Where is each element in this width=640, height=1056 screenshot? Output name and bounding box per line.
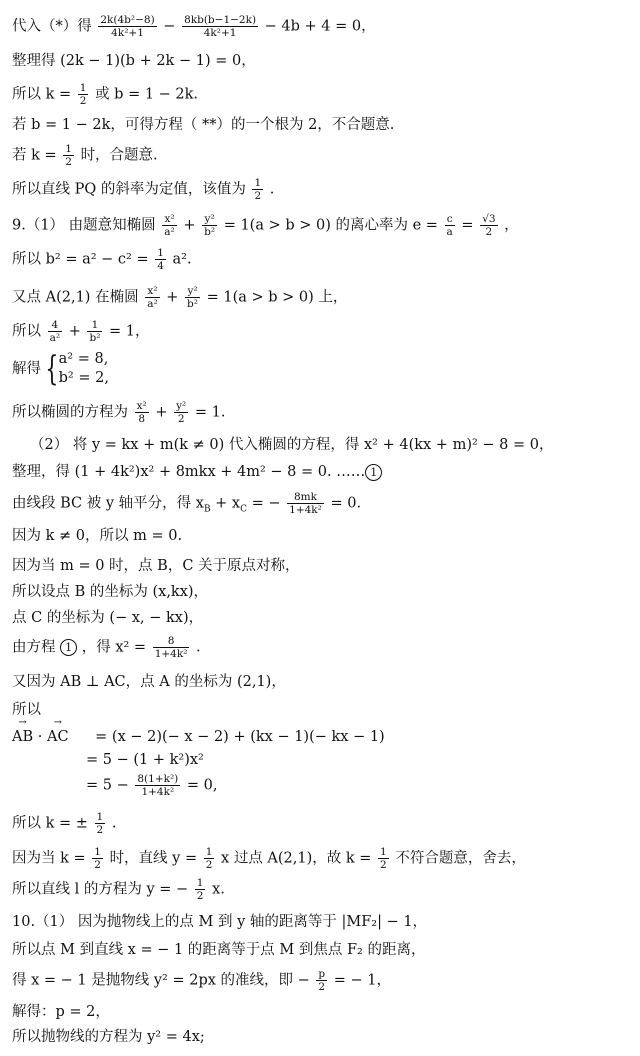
text: 整理，得 (1 + 4k²)x² + 8mkx + 4m² − 8 = 0. …… [12, 464, 366, 480]
numerator: y² [176, 400, 187, 412]
fraction [98, 14, 156, 39]
text: 时，直线 y = [109, 850, 198, 867]
fraction [174, 400, 188, 425]
fraction [195, 877, 206, 902]
text: = [461, 217, 474, 234]
fraction [145, 285, 159, 310]
text: 所以 k = ± [12, 815, 88, 832]
fraction [316, 968, 327, 993]
text: 所以 [12, 323, 41, 340]
denominator: b² [204, 226, 216, 239]
text: = (x − 2)(− x − 2) + (kx − 1)(− kx − 1) [95, 729, 385, 745]
text: ，得 x² = [81, 639, 147, 656]
numerator: p [318, 968, 326, 980]
denominator: 2 [79, 95, 87, 108]
text: x 过点 A(2,1)，故 k = [221, 850, 372, 867]
denominator: 1+4k² [154, 648, 188, 661]
text: 由方程 [12, 639, 56, 656]
fraction [155, 247, 166, 272]
numerator: 1 [87, 319, 102, 332]
text: ， [504, 217, 519, 234]
line-b-squared [12, 247, 192, 272]
line-distance: 所以点 M 到直线 x = − 1 的距离等于点 M 到焦点 F₂ 的距离， [12, 942, 426, 958]
line-discard [12, 846, 526, 871]
numerator: 1 [196, 877, 204, 889]
denominator: a² [164, 226, 175, 239]
denominator: 2 [177, 413, 185, 426]
line-point-c: 点 C 的坐标为 (− x, − kx)， [12, 610, 204, 626]
vector-ac: → AC [47, 728, 69, 746]
fraction [92, 846, 103, 871]
line-x-squared [12, 635, 201, 660]
line-k-or-b [12, 82, 198, 107]
text: a². [172, 251, 192, 268]
text: 若 k = [12, 147, 57, 164]
brace-icon: { [45, 348, 59, 389]
vector-ab: → AB [12, 728, 33, 746]
line-therefore: 所以 [12, 702, 41, 718]
denominator: 8 [138, 413, 146, 426]
text: − 4b + 4 = 0， [264, 18, 376, 35]
fraction [95, 811, 106, 836]
numerator: 8mk [287, 491, 324, 504]
text: 9.（1） 由题意知椭圆 [12, 217, 156, 234]
text: + [166, 289, 179, 306]
denominator: a [446, 226, 453, 239]
numerator: 8 [153, 635, 190, 648]
text: 由线段 BC 被 y 轴平分，得 x [12, 495, 204, 512]
equation-system [59, 350, 109, 388]
text: 所以直线 l 的方程为 y = − [12, 881, 189, 898]
line-dot-product-step2: = 5 − (1 + k²)x² [86, 752, 204, 768]
line-substitute [12, 14, 376, 39]
line-m-zero: 因为 k ≠ 0，所以 m = 0. [12, 528, 183, 544]
fraction [162, 213, 176, 238]
circled-number: 1 [60, 639, 77, 656]
denominator: 2 [205, 859, 213, 872]
line-simplify: 整理得 (2k − 1)(b + 2k − 1) = 0， [12, 53, 256, 69]
text: x. [212, 881, 225, 898]
numerator: 1 [79, 82, 87, 94]
text: + x [210, 495, 241, 512]
denominator: 1+4k² [141, 786, 175, 799]
numerator: 4 [48, 319, 62, 332]
denominator: 2 [96, 824, 104, 837]
line-symmetric: 因为当 m = 0 时，点 B，C 关于原点对称， [12, 558, 300, 574]
fraction [445, 213, 455, 238]
numerator: 1 [254, 177, 262, 189]
line-dot-product [12, 728, 385, 746]
line-point-b: 所以设点 B 的坐标为 (x,kx)， [12, 584, 209, 600]
line-dot-product-step3 [86, 773, 218, 798]
text: = 1(a > b > 0) 上， [206, 289, 348, 306]
text: 得 x = − 1 是抛物线 y² = 2px 的准线，即 − [12, 972, 310, 989]
denominator: a² [147, 298, 158, 311]
fraction [287, 491, 324, 516]
fraction [135, 400, 149, 425]
system-row: b² = 2, [58, 369, 109, 386]
fraction [204, 846, 215, 871]
text: = − [247, 495, 281, 512]
fraction [378, 846, 389, 871]
numerator: x² [136, 400, 147, 412]
denominator: 2 [254, 190, 262, 203]
text: = 0. [330, 495, 362, 512]
line-q9-part1 [12, 213, 519, 238]
system-row: a² = 8, [58, 351, 109, 367]
numerator: 1 [96, 811, 104, 823]
line-k-values [12, 811, 116, 836]
text: = 1， [109, 323, 150, 340]
text: = 1. [194, 404, 226, 421]
text: = 0, [186, 777, 218, 794]
circled-number: 1 [365, 464, 382, 481]
line-point-on-ellipse [12, 285, 347, 310]
text: . [196, 639, 201, 656]
denominator: 2 [94, 859, 101, 872]
text: + [183, 217, 196, 234]
subscript: B [203, 504, 211, 515]
text: 因为当 k = [12, 850, 86, 867]
numerator: 1 [205, 846, 213, 858]
numerator: c [445, 213, 455, 226]
fraction [480, 213, 497, 238]
line-p-value: 解得：p = 2， [12, 1004, 110, 1020]
text: 所以直线 PQ 的斜率为定值，该值为 [12, 181, 246, 198]
denominator: b² [187, 298, 198, 311]
text: 或 b = 1 − 2k. [95, 86, 199, 103]
text: 所以椭圆的方程为 [12, 404, 128, 421]
numerator: 8kb(b−1−2k) [184, 14, 257, 26]
denominator: 2 [380, 859, 387, 872]
denominator: 2 [196, 890, 204, 903]
line-parabola: 所以抛物线的方程为 y² = 4x; [12, 1029, 205, 1045]
line-perpendicular: 又因为 AB ⊥ AC，点 A 的坐标为 (2,1)， [12, 674, 286, 690]
text: . [111, 815, 117, 832]
fraction [78, 82, 89, 107]
text: = 5 − [86, 777, 129, 794]
numerator: y² [185, 285, 200, 298]
fraction [63, 143, 74, 168]
text: · [37, 729, 43, 745]
line-line-l [12, 877, 225, 902]
line-directrix [12, 968, 391, 993]
text: = 1(a > b > 0) 的离心率为 e = [223, 217, 438, 234]
text: + [155, 404, 168, 421]
line-k-case [12, 143, 158, 168]
denominator: 2 [65, 156, 72, 169]
line-quadratic [12, 463, 382, 481]
fraction [202, 213, 217, 238]
text: 所以 k = [12, 86, 72, 103]
line-q9-part2: （2） 将 y = kx + m(k ≠ 0) 代入椭圆的方程，得 x² + 4(kx + m)² − 8 = 0， [30, 437, 554, 453]
fraction [252, 177, 263, 202]
denominator: 2 [485, 226, 493, 239]
subscript: C [240, 504, 247, 515]
numerator: 1 [94, 846, 101, 858]
fraction [153, 635, 190, 660]
numerator: 1 [65, 143, 72, 155]
denominator: 2 [318, 981, 326, 994]
line-slope-constant [12, 177, 274, 202]
text: 不符合题意，舍去， [395, 850, 526, 867]
text: . [269, 181, 275, 198]
line-midpoint [12, 491, 361, 516]
denominator: b² [89, 332, 101, 345]
numerator: 8(1+k²) [137, 773, 179, 785]
fraction [87, 319, 102, 344]
numerator: 2k(4b²−8) [100, 14, 155, 26]
line-substitute-a [12, 319, 150, 344]
denominator: 4k²+1 [111, 27, 144, 40]
text: = − 1， [333, 972, 391, 989]
text: 时，合题意. [80, 147, 158, 164]
line-b-case: 若 b = 1 − 2k，可得方程（ **）的一个根为 2，不合题意. [12, 117, 395, 133]
text: + [68, 323, 81, 340]
numerator: √3 [482, 213, 496, 225]
text: 又点 A(2,1) 在椭圆 [12, 289, 139, 306]
text: *）得 [55, 18, 92, 35]
line-ellipse-equation [12, 400, 225, 425]
text: 解得 [12, 360, 41, 377]
denominator: 4k²+1 [203, 27, 237, 40]
numerator: y² [202, 213, 217, 226]
fraction [135, 773, 180, 798]
line-solve-system [12, 350, 109, 388]
line-q10-part1: 10.（1） 因为抛物线上的点 M 到 y 轴的距离等于 |MF₂| − 1， [12, 914, 428, 930]
numerator: x² [145, 285, 159, 298]
numerator: 1 [157, 247, 164, 259]
text: 代入（ [12, 18, 56, 35]
denominator: 1+4k² [289, 504, 322, 517]
denominator: 4 [157, 260, 164, 273]
fraction [48, 319, 62, 344]
denominator: a² [49, 332, 61, 345]
numerator: x² [162, 213, 176, 226]
fraction [185, 285, 200, 310]
text: 所以 b² = a² − c² = [12, 251, 149, 268]
numerator: 1 [380, 846, 387, 858]
fraction [182, 14, 258, 39]
text: − [163, 18, 176, 35]
